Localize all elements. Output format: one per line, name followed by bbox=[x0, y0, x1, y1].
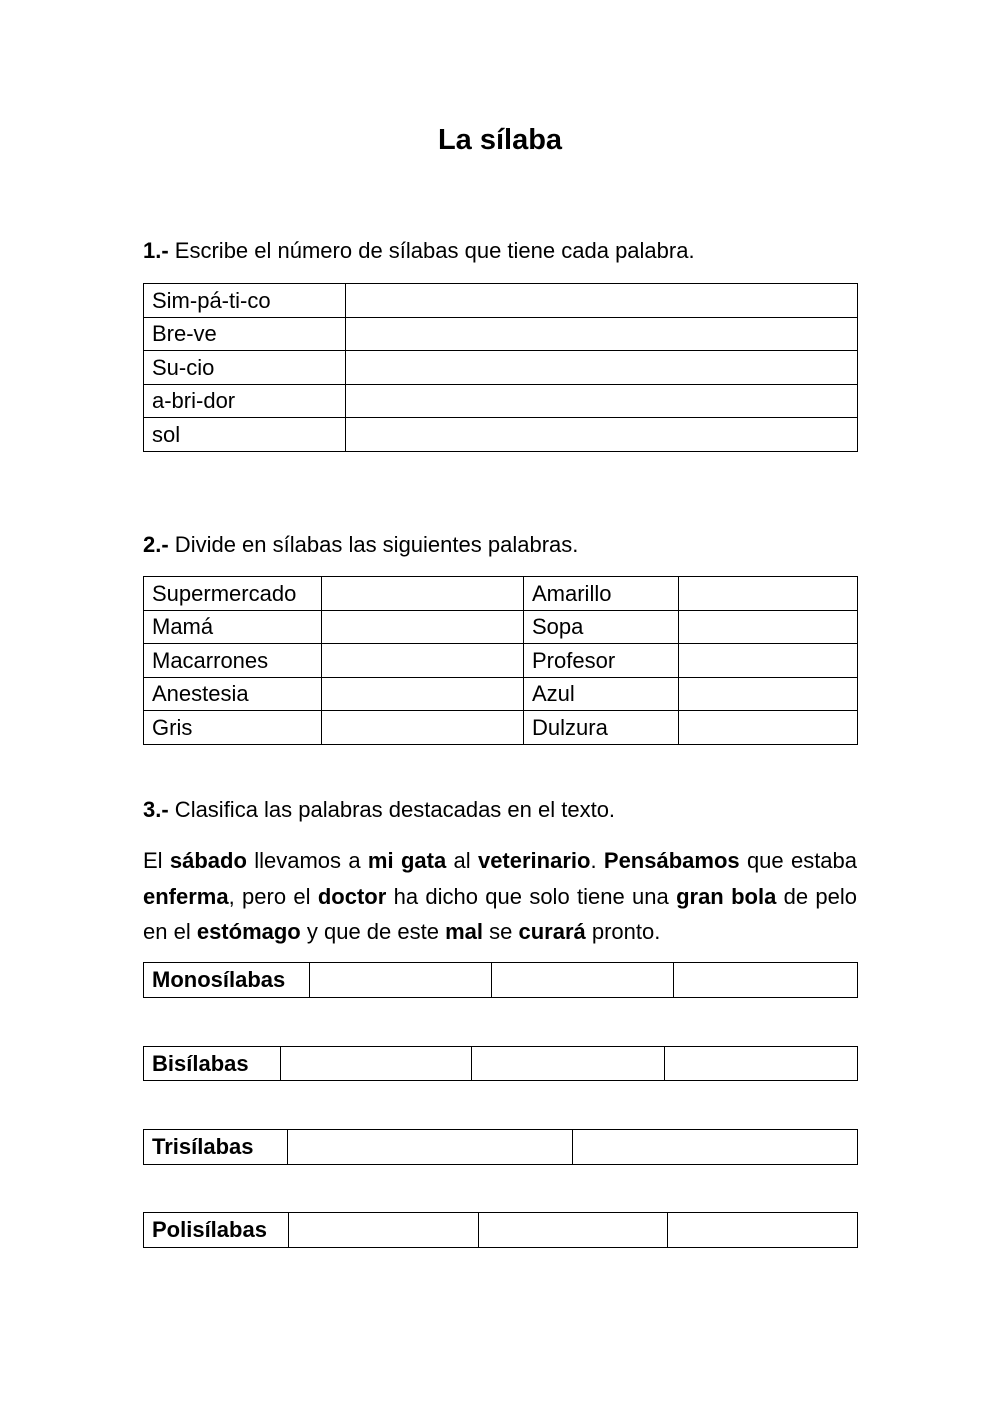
passage-text-fragment: llevamos a bbox=[246, 848, 368, 873]
highlighted-word: bola bbox=[731, 883, 777, 909]
word-cell: Amarillo bbox=[524, 577, 679, 611]
exercise-2-instruction: Divide en sílabas las siguientes palabras. bbox=[168, 532, 579, 557]
answer-cell[interactable] bbox=[573, 1130, 858, 1165]
answer-cell[interactable] bbox=[668, 1213, 858, 1248]
category-label: Monosílabas bbox=[144, 963, 310, 998]
highlighted-word: veterinario bbox=[477, 848, 591, 873]
answer-cell[interactable] bbox=[679, 644, 858, 678]
answer-cell[interactable] bbox=[322, 611, 524, 644]
table-row bbox=[144, 711, 858, 745]
exercise-2-number: 2.- bbox=[143, 532, 169, 557]
category-label: Polisílabas bbox=[144, 1213, 289, 1248]
word-cell: Sopa bbox=[524, 611, 679, 644]
word-cell: Gris bbox=[144, 711, 322, 745]
table-row bbox=[144, 611, 858, 644]
passage-text bbox=[143, 843, 857, 950]
highlighted-word: Pensábamos bbox=[603, 848, 740, 873]
passage-text-fragment: ha dicho que solo tiene una bbox=[386, 883, 677, 909]
exercise-1-heading bbox=[143, 236, 695, 266]
word-cell: Supermercado bbox=[144, 577, 322, 611]
answer-cell[interactable] bbox=[322, 644, 524, 678]
highlighted-word: gata bbox=[400, 848, 447, 873]
exercise-2-table bbox=[143, 576, 858, 745]
passage-text-fragment: de pelo en el bbox=[143, 883, 858, 944]
answer-cell[interactable] bbox=[679, 711, 858, 745]
answer-cell[interactable] bbox=[479, 1213, 668, 1248]
highlighted-word: curará bbox=[518, 919, 586, 944]
word-cell: Sim-pá-ti-co bbox=[144, 284, 346, 318]
answer-cell[interactable] bbox=[492, 963, 674, 998]
highlighted-word: gran bbox=[676, 883, 724, 909]
answer-cell[interactable] bbox=[322, 678, 524, 711]
exercise-1-instruction: Escribe el número de sílabas que tiene cada palabra. bbox=[168, 238, 695, 263]
word-cell: Bre-ve bbox=[144, 318, 346, 351]
table-row bbox=[144, 385, 858, 418]
answer-cell[interactable] bbox=[679, 577, 858, 611]
table-row bbox=[144, 1047, 858, 1081]
answer-cell[interactable] bbox=[281, 1047, 472, 1081]
exercise-2-heading bbox=[143, 530, 578, 560]
word-cell: Macarrones bbox=[144, 644, 322, 678]
answer-cell[interactable] bbox=[674, 963, 858, 998]
passage-text-fragment: El bbox=[143, 848, 170, 873]
answer-cell[interactable] bbox=[288, 1130, 573, 1165]
word-cell: sol bbox=[144, 418, 346, 452]
polisilabas-table bbox=[143, 1212, 858, 1248]
highlighted-word: doctor bbox=[317, 883, 387, 909]
passage-text-fragment: al bbox=[446, 848, 478, 873]
highlighted-word: enferma bbox=[143, 883, 229, 909]
answer-cell[interactable] bbox=[665, 1047, 858, 1081]
answer-cell[interactable] bbox=[346, 351, 858, 385]
table-row bbox=[144, 1130, 858, 1165]
word-cell: a-bri-dor bbox=[144, 385, 346, 418]
bisilabas-table bbox=[143, 1046, 858, 1081]
highlighted-word: sábado bbox=[169, 848, 247, 873]
answer-cell[interactable] bbox=[346, 385, 858, 418]
answer-cell[interactable] bbox=[322, 577, 524, 611]
table-row bbox=[144, 678, 858, 711]
monosilabas-table bbox=[143, 962, 858, 998]
table-row bbox=[144, 418, 858, 452]
passage-text-fragment: se bbox=[483, 919, 519, 944]
word-cell: Anestesia bbox=[144, 678, 322, 711]
highlighted-word: mal bbox=[445, 919, 483, 944]
answer-cell[interactable] bbox=[472, 1047, 665, 1081]
passage-text-fragment bbox=[394, 848, 401, 873]
answer-cell[interactable] bbox=[346, 318, 858, 351]
word-cell: Mamá bbox=[144, 611, 322, 644]
trisilabas-table bbox=[143, 1129, 858, 1165]
table-row bbox=[144, 1213, 858, 1248]
word-cell: Profesor bbox=[524, 644, 679, 678]
passage-text-fragment bbox=[724, 884, 731, 909]
category-label: Bisílabas bbox=[144, 1047, 281, 1081]
exercise-1-number: 1.- bbox=[143, 238, 169, 263]
table-row bbox=[144, 351, 858, 385]
answer-cell[interactable] bbox=[346, 284, 858, 318]
word-cell: Su-cio bbox=[144, 351, 346, 385]
highlighted-word: mi bbox=[367, 848, 394, 873]
answer-cell[interactable] bbox=[322, 711, 524, 745]
passage-text-fragment: , pero el bbox=[228, 883, 318, 909]
word-cell: Azul bbox=[524, 678, 679, 711]
highlighted-word: estómago bbox=[196, 919, 301, 944]
exercise-3-heading bbox=[143, 795, 615, 825]
page-title: La sílaba bbox=[437, 124, 563, 156]
exercise-3-number: 3.- bbox=[143, 797, 169, 822]
table-row bbox=[144, 577, 858, 611]
category-label: Trisílabas bbox=[144, 1130, 288, 1165]
answer-cell[interactable] bbox=[679, 678, 858, 711]
exercise-3-instruction: Clasifica las palabras destacadas en el texto. bbox=[168, 797, 616, 822]
table-row bbox=[144, 318, 858, 351]
table-row bbox=[144, 284, 858, 318]
passage-text-fragment: que estaba bbox=[739, 848, 858, 873]
table-row bbox=[144, 644, 858, 678]
table-row bbox=[144, 963, 858, 998]
exercise-1-table bbox=[143, 283, 858, 452]
answer-cell[interactable] bbox=[679, 611, 858, 644]
passage-text-fragment: y que de este bbox=[300, 919, 446, 944]
word-cell: Dulzura bbox=[524, 711, 679, 745]
answer-cell[interactable] bbox=[346, 418, 858, 452]
passage-text-fragment: . bbox=[590, 848, 604, 873]
passage-text-fragment: pronto. bbox=[585, 919, 661, 944]
answer-cell[interactable] bbox=[310, 963, 492, 998]
answer-cell[interactable] bbox=[289, 1213, 479, 1248]
